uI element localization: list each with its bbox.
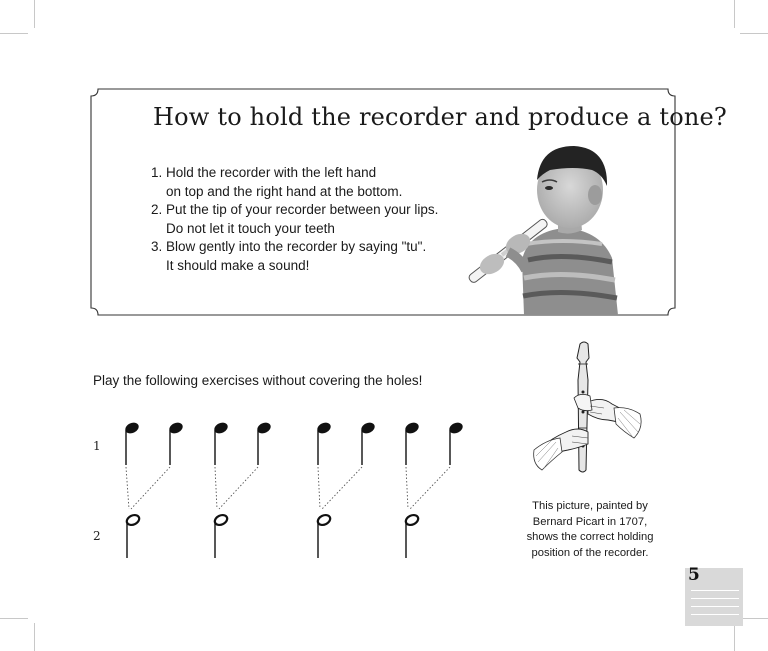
page-title: How to hold the recorder and produce a tone? [153, 103, 727, 131]
quarter-note-pair [316, 421, 377, 465]
half-note [213, 513, 229, 558]
row-number-1: 1 [93, 439, 101, 453]
step-item [151, 238, 481, 275]
step-text: 1. Hold the recorder with the left hand [151, 165, 377, 180]
page-box-rule [691, 598, 739, 599]
quarter-note-pair [404, 421, 465, 465]
row-number-2: 2 [93, 529, 101, 543]
caption-line: Bernard Picart in 1707, [532, 515, 648, 528]
crop-mark-bottom-left-v [34, 623, 35, 651]
crop-mark-top-left-h [0, 33, 28, 34]
half-note [125, 513, 141, 558]
step-text-continued: on top and the right hand at the bottom. [166, 183, 403, 199]
crop-mark-bottom-left-h [0, 618, 28, 619]
step-item [151, 201, 481, 238]
crop-mark-bottom-right-h [740, 618, 768, 619]
half-note [316, 513, 332, 558]
steps-list [151, 164, 481, 275]
step-text-continued: It should make a sound! [166, 257, 310, 273]
caption-line: This picture, painted by [532, 500, 648, 512]
crop-mark-top-right-v [734, 0, 735, 28]
step-text: 3. Blow gently into the recorder by saying "tu". [151, 239, 427, 254]
recorder-etching-illustration [528, 340, 648, 475]
step-text-continued: Do not let it touch your teeth [166, 220, 335, 236]
exercise-notation [110, 405, 480, 570]
caption-line: position of the recorder. [531, 546, 649, 559]
quarter-note-pair [124, 421, 185, 465]
page-box-rule [691, 606, 739, 607]
page-box-rule [691, 590, 739, 591]
page-number: 5 [688, 565, 700, 585]
crop-mark-top-left-v [34, 0, 35, 28]
page-box-rule [691, 614, 739, 615]
crop-mark-top-right-h [740, 33, 768, 34]
quarter-note-pair [213, 421, 273, 465]
half-note [404, 513, 420, 558]
boy-playing-recorder-photo [462, 140, 632, 315]
step-text: 2. Put the tip of your recorder between your lips. [151, 202, 439, 217]
page-number-box [685, 565, 743, 626]
step-item [151, 164, 481, 201]
picture-caption [510, 499, 670, 561]
caption-line: shows the correct holding [526, 531, 654, 543]
crop-mark-bottom-right-v [734, 623, 735, 651]
exercise-instruction: Play the following exercises without covering the holes! [93, 373, 423, 388]
